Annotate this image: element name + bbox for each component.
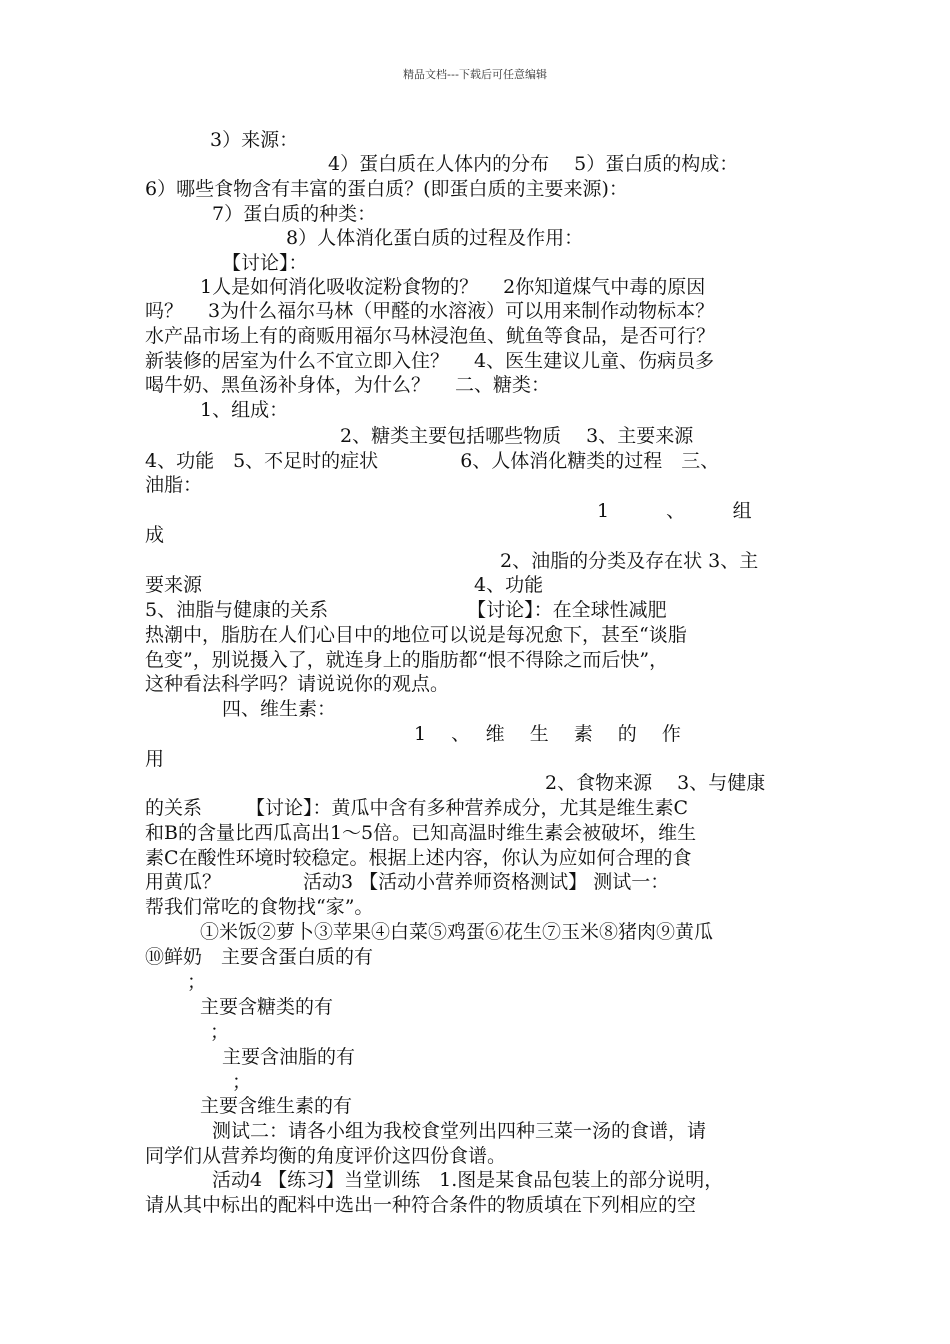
- text-line: 2、食物来源 3、与健康: [545, 772, 766, 794]
- text-line: 2、油脂的分类及存在状 3、主: [500, 550, 759, 572]
- text-line: 成: [145, 524, 165, 546]
- text-line: 素C在酸性环境时较稳定。根据上述内容，你认为应如何合理的食: [145, 847, 692, 869]
- text-line: 主要含油脂的有: [222, 1046, 356, 1068]
- text-line: 喝牛奶、黑鱼汤补身体，为什么？ 二、糖类：: [145, 374, 551, 396]
- text-line: 新装修的居室为什么不宜立即入住？ 4、医生建议儿童、伤病员多: [145, 350, 715, 372]
- text-line: 7）蛋白质的种类：: [212, 203, 377, 225]
- text-line: 请从其中标出的配料中选出一种符合条件的物质填在下列相应的空: [145, 1194, 697, 1216]
- text-line: 6）哪些食物含有丰富的蛋白质？(即蛋白质的主要来源)：: [145, 178, 628, 200]
- text-line: 4）蛋白质在人体内的分布 5）蛋白质的构成：: [328, 153, 739, 175]
- text-line: 热潮中，脂肪在人们心目中的地位可以说是每况愈下，甚至“谈脂: [145, 624, 687, 646]
- text-line: ；: [232, 1071, 252, 1093]
- text-line: 3）来源：: [210, 129, 299, 151]
- text-line: 1、组成：: [200, 399, 289, 421]
- text-line: 用: [145, 748, 165, 770]
- page-header: 精品文档---下载后可任意编辑: [403, 68, 547, 81]
- text-line: 四、维生素：: [222, 698, 337, 720]
- text-line: 活动4 【练习】当堂训练 1.图是某食品包装上的部分说明，: [212, 1169, 724, 1191]
- text-line: 主要含维生素的有: [200, 1095, 353, 1117]
- text-line: 和B的含量比西瓜高出1～5倍。已知高温时维生素会被破坏，维生: [145, 822, 697, 844]
- text-line: ⑩鲜奶 主要含蛋白质的有: [145, 946, 374, 968]
- text-line: 【讨论】：: [222, 252, 308, 274]
- text-line: 帮我们常吃的食物找“家”。: [145, 896, 374, 918]
- text-line: 1 、 维 生 素 的 作: [414, 723, 681, 745]
- text-line: 1 、 组: [597, 500, 752, 522]
- text-line: 2、糖类主要包括哪些物质 3、主要来源: [340, 425, 694, 447]
- text-line: 这种看法科学吗？请说说你的观点。: [145, 673, 450, 695]
- text-line: 油脂：: [145, 474, 203, 496]
- text-line: 吗？ 3为什么福尔马林（甲醛的水溶液）可以用来制作动物标本？: [145, 300, 715, 322]
- text-line: 4、功能 5、不足时的症状 6、人体消化糖类的过程 三、: [145, 450, 720, 472]
- text-line: 5、油脂与健康的关系 【讨论】：在全球性减肥: [145, 599, 667, 621]
- text-line: 主要含糖类的有: [200, 996, 334, 1018]
- text-line: 水产品市场上有的商贩用福尔马林浸泡鱼、鱿鱼等食品，是否可行？: [145, 325, 716, 347]
- text-line: ①米饭②萝卜③苹果④白菜⑤鸡蛋⑥花生⑦玉米⑧猪肉⑨黄瓜: [200, 921, 714, 943]
- text-line: 同学们从营养均衡的角度评价这四份食谱。: [145, 1145, 507, 1167]
- text-line: 用黄瓜？ 活动3 【活动小营养师资格测试】 测试一：: [145, 871, 670, 893]
- text-line: 要来源 4、功能: [145, 574, 544, 596]
- text-line: ；: [187, 971, 207, 993]
- text-line: 色变”，别说摄入了，就连身上的脂肪都“恨不得除之而后快”，: [145, 649, 669, 671]
- text-line: 的关系 【讨论】：黄瓜中含有多种营养成分，尤其是维生素C: [145, 797, 689, 819]
- text-line: 1人是如何消化吸收淀粉食物的？ 2你知道煤气中毒的原因: [200, 276, 706, 298]
- text-line: 测试二：请各小组为我校食堂列出四种三菜一汤的食谱，请: [212, 1120, 707, 1142]
- text-line: 8）人体消化蛋白质的过程及作用：: [286, 227, 584, 249]
- text-line: ；: [210, 1021, 230, 1043]
